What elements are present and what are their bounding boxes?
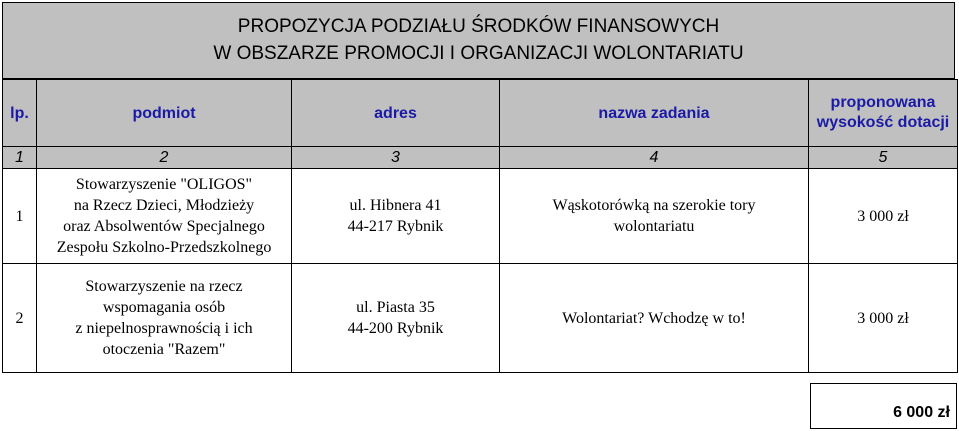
column-number: 5 — [809, 147, 958, 169]
title-line-1: PROPOZYCJA PODZIAŁU ŚRODKÓW FINANSOWYCH — [237, 16, 720, 37]
header-adres: adres — [292, 80, 500, 147]
nazwa-line: Wolontariat? Wchodzę w to! — [562, 309, 746, 327]
nazwa-line: Wąskotorówką na szerokie tory — [552, 197, 756, 214]
podmiot-line: Zespołu Szkolno-Przedszkolnego — [56, 239, 272, 256]
table-header-row — [3, 80, 958, 147]
nazwa-line: wolontariatu — [613, 218, 695, 235]
header-nazwa-zadania: nazwa zadania — [500, 80, 809, 147]
header-wysokosc-line-1: proponowana — [830, 94, 936, 111]
column-number: 4 — [500, 147, 809, 169]
row-kwota: 3 000 zł — [809, 264, 958, 373]
total-amount: 6 000 zł — [810, 383, 957, 429]
column-number: 1 — [3, 147, 37, 169]
document-title-box — [2, 2, 955, 79]
row-nazwa-zadania — [500, 169, 809, 264]
header-lp: lp. — [3, 80, 37, 147]
header-podmiot: podmiot — [37, 80, 292, 147]
row-adres — [292, 264, 500, 373]
subsidy-table — [2, 79, 958, 373]
podmiot-line: wspomagania osób — [102, 299, 226, 316]
row-podmiot — [37, 264, 292, 373]
adres-line: ul. Hibnera 41 — [349, 197, 442, 214]
table-row — [3, 169, 958, 264]
adres-line: ul. Piasta 35 — [356, 299, 435, 316]
row-podmiot — [37, 169, 292, 264]
column-number: 3 — [292, 147, 500, 169]
column-number: 2 — [37, 147, 292, 169]
podmiot-line: Stowarzyszenie "OLIGOS" — [75, 176, 253, 193]
row-adres — [292, 169, 500, 264]
row-lp: 1 — [3, 169, 37, 264]
row-lp: 2 — [3, 264, 37, 373]
header-wysokosc-line-2: wysokość dotacji — [816, 114, 950, 131]
adres-line: 44-200 Rybnik — [347, 320, 444, 337]
column-number-row — [3, 147, 958, 169]
podmiot-line: Stowarzyszenie na rzecz — [85, 278, 243, 295]
adres-line: 44-217 Rybnik — [347, 218, 444, 235]
podmiot-line: otoczenia "Razem" — [102, 341, 226, 358]
header-wysokosc-dotacji — [809, 80, 958, 147]
row-nazwa-zadania — [500, 264, 809, 373]
podmiot-line: z niepelnosprawnością i ich — [75, 320, 253, 337]
row-kwota: 3 000 zł — [809, 169, 958, 264]
podmiot-line: oraz Absolwentów Specjalnego — [63, 218, 265, 235]
podmiot-line: na Rzecz Dzieci, Młodzieży — [73, 197, 255, 214]
table-row — [3, 264, 958, 373]
title-line-2: W OBSZARZE PROMOCJI I ORGANIZACJI WOLONTARIATU — [213, 43, 744, 64]
